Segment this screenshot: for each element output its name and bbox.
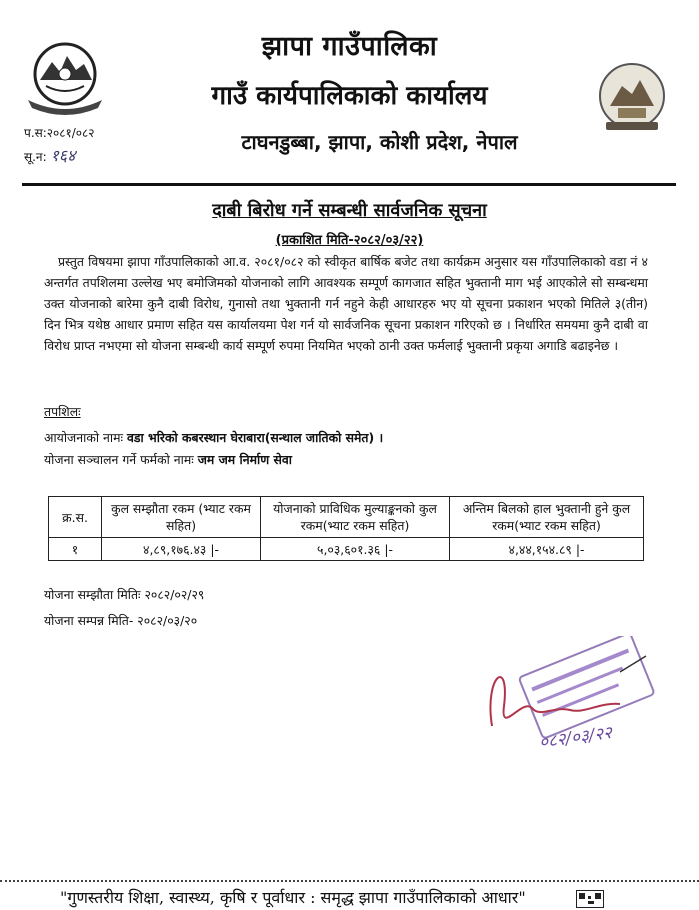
signature-date: ०८२/०३/२२ — [537, 722, 614, 753]
project-name-line — [44, 429, 383, 446]
details-heading: तपशिलः — [44, 404, 81, 419]
column-header-final-payment: अन्तिम बिलको हाल भुक्तानी हुने कुल रकम(भ्याट रकम सहित) — [450, 497, 644, 538]
payment-table — [48, 496, 644, 561]
table-cell: ५,०३,६०१.३६ |- — [261, 538, 450, 561]
notice-body: प्रस्तुत विषयमा झापा गाँउपालिकाको आ.व. २०८१/०८२ को स्वीकृत बार्षिक बजेट तथा कार्यक्रम अनुसार यस गाँउपालिकाको वडा नं ४ अन्तर्गत तपशिलमा उल्लेख भए बमोजिमको योजनाको लागि आवश्यक सम्पूर्ण कागजात सहित भुक्तानी माग भई आएकोले सो सम्बन्धमा उक्त योजनाको बारेमा कुनै दाबी विरोध, गुनासो तथा भुक्तानी गर्न नहुने केही आधारहरु भए यो सूचना प्रकाशन भएको मितिले ३(तीन) दिन भित्र यथेष्ठ आधार प्रमाण सहित यस कार्यालयमा पेश गर्न यो सार्वजनिक सूचना प्रकाशन गरिएको छ । निर्धारित समयमा कुनै दाबी वा विरोध प्राप्त नभएमा सो योजना सम्बन्धी कार्य सम्पूर्ण रुपमा नियमित भएको ठानी उक्त फर्मलाई भुक्तानी प्रकृया अगाडि बढाइनेछ । — [44, 254, 648, 353]
column-header-sn: क्र.स. — [49, 497, 102, 538]
notice-title: दाबी बिरोध गर्ने सम्बन्धी सार्वजनिक सूचना — [212, 200, 487, 221]
reference-number — [24, 124, 95, 141]
column-header-evaluation-amount: योजनाको प्राविधिक मुल्याङ्कनको कुल रकम(भ्याट रकम सहित) — [261, 497, 450, 538]
header-divider — [22, 183, 676, 186]
official-stamp-signature — [470, 636, 660, 766]
firm-label: योजना सञ्चालन गर्ने फर्मको नामः — [44, 452, 194, 467]
completion-date: योजना सम्पन्न मिति- २०८२/०३/२० — [44, 613, 198, 628]
project-label: आयोजनाको नामः — [44, 430, 124, 445]
org-name: झापा गाउँपालिका — [261, 31, 438, 62]
footer-divider — [0, 880, 699, 882]
serial-value: १६४ — [50, 146, 76, 165]
firm-name-line — [44, 451, 292, 468]
table-row — [49, 538, 644, 561]
table-cell: ४,८९,१७६.४३ |- — [102, 538, 261, 561]
office-address: टाघनडुब्बा, झापा, कोशी प्रदेश, नेपाल — [241, 130, 518, 154]
reference-value: २०८१/०८२ — [46, 126, 95, 140]
qr-code-icon — [576, 890, 604, 908]
table-header-row — [49, 497, 644, 538]
reference-label: प.स: — [24, 126, 47, 140]
project-value: वडा भरिको कबरस्थान घेराबारा(सन्थाल जातिको समेत) । — [126, 430, 384, 445]
table-cell: ४,४४,१५४.८९ |- — [450, 538, 644, 561]
footer-motto: "गुणस्तरीय शिक्षा, स्वास्थ्य, कृषि र पूर्वाधार : समृद्ध झापा गाउँपालिकाको आधार" — [60, 888, 526, 907]
column-header-agreement-amount: कुल सम्झौता रकम (भ्याट रकम सहित) — [102, 497, 261, 538]
published-date: (प्रकाशित मिति-२०८२/०३/२२) — [275, 233, 424, 248]
office-name: गाउँ कार्यपालिकाको कार्यालय — [211, 81, 488, 111]
serial-label: सू.न: — [24, 150, 47, 164]
firm-value: जम जम निर्माण सेवा — [197, 452, 292, 467]
agreement-date: योजना सम्झौता मितिः २०८२/०२/२९ — [44, 587, 205, 602]
table-cell: १ — [49, 538, 102, 561]
serial-number — [24, 144, 75, 166]
